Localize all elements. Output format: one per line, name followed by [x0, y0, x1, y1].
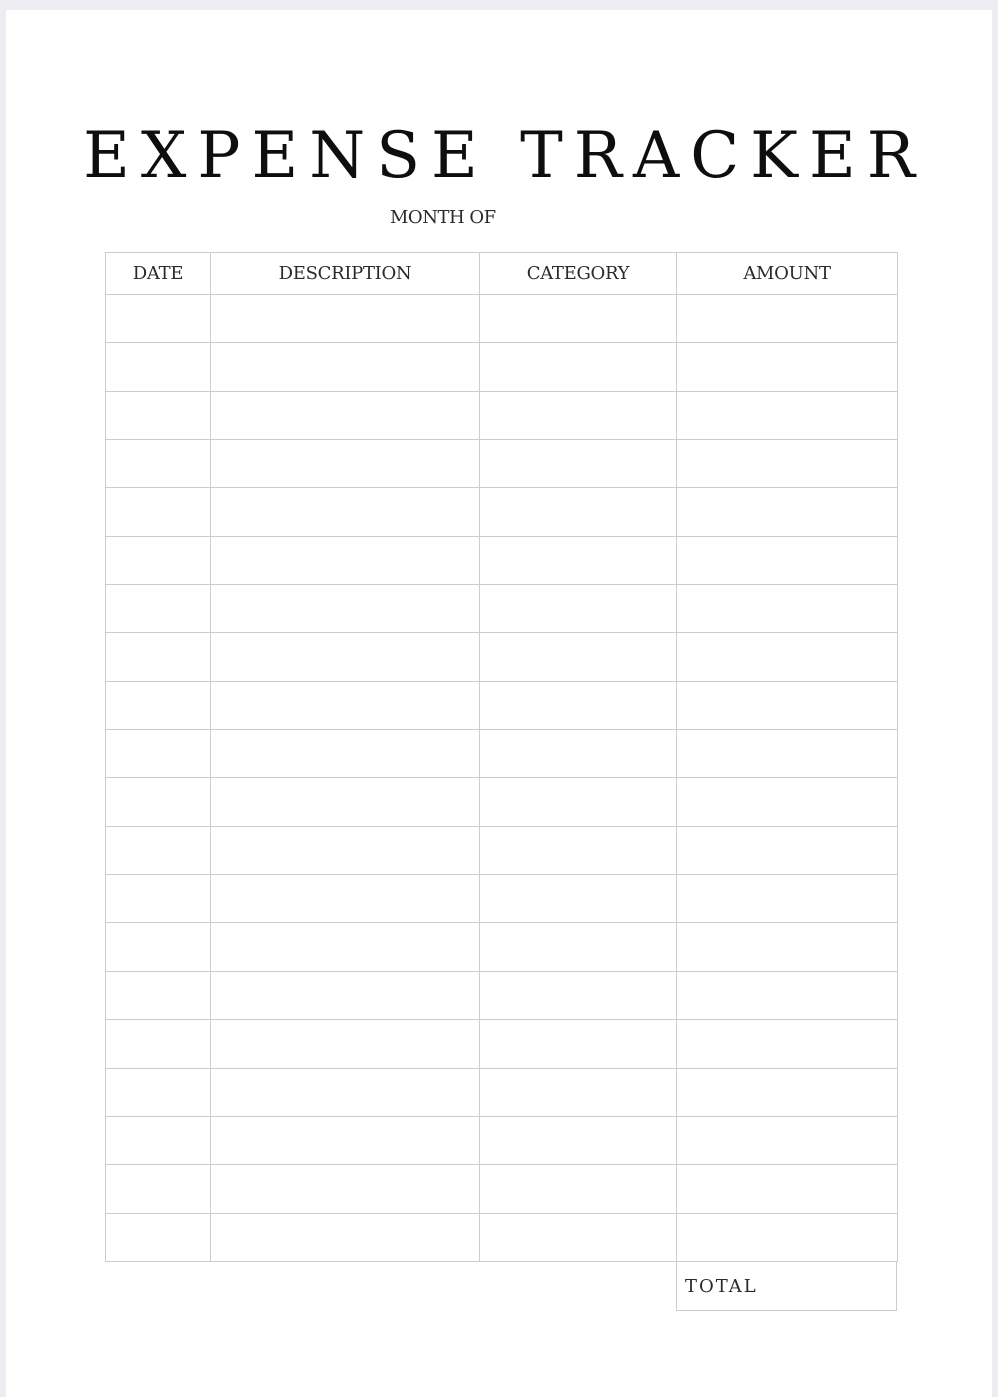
cell-amount[interactable] — [677, 923, 898, 971]
month-of-label: MONTH OF — [390, 207, 496, 228]
table-row — [106, 681, 898, 729]
cell-category[interactable] — [480, 295, 677, 343]
column-header-amount: AMOUNT — [677, 253, 898, 295]
table-row — [106, 730, 898, 778]
cell-date[interactable] — [106, 875, 211, 923]
cell-date[interactable] — [106, 391, 211, 439]
table-row — [106, 1068, 898, 1116]
cell-date[interactable] — [106, 1116, 211, 1164]
cell-amount[interactable] — [677, 488, 898, 536]
table-row — [106, 295, 898, 343]
table-row — [106, 585, 898, 633]
cell-date[interactable] — [106, 295, 211, 343]
cell-amount[interactable] — [677, 585, 898, 633]
cell-date[interactable] — [106, 633, 211, 681]
table-row — [106, 778, 898, 826]
cell-description[interactable] — [211, 971, 480, 1019]
table-row — [106, 488, 898, 536]
table-row — [106, 923, 898, 971]
cell-date[interactable] — [106, 536, 211, 584]
cell-amount[interactable] — [677, 536, 898, 584]
cell-date[interactable] — [106, 923, 211, 971]
cell-description[interactable] — [211, 1116, 480, 1164]
cell-date[interactable] — [106, 971, 211, 1019]
cell-amount[interactable] — [677, 1213, 898, 1261]
cell-description[interactable] — [211, 681, 480, 729]
table-row — [106, 391, 898, 439]
table-row — [106, 1165, 898, 1213]
table-row — [106, 343, 898, 391]
cell-description[interactable] — [211, 778, 480, 826]
cell-description[interactable] — [211, 923, 480, 971]
cell-date[interactable] — [106, 488, 211, 536]
cell-category[interactable] — [480, 778, 677, 826]
cell-amount[interactable] — [677, 440, 898, 488]
cell-date[interactable] — [106, 1068, 211, 1116]
table-row — [106, 1020, 898, 1068]
cell-description[interactable] — [211, 730, 480, 778]
cell-date[interactable] — [106, 778, 211, 826]
table-row — [106, 633, 898, 681]
cell-category[interactable] — [480, 681, 677, 729]
table-header-row — [106, 253, 898, 295]
column-header-category: CATEGORY — [480, 253, 677, 295]
cell-category[interactable] — [480, 730, 677, 778]
cell-amount[interactable] — [677, 1020, 898, 1068]
total-label: TOTAL — [685, 1276, 758, 1297]
cell-date[interactable] — [106, 730, 211, 778]
cell-category[interactable] — [480, 971, 677, 1019]
cell-date[interactable] — [106, 343, 211, 391]
cell-amount[interactable] — [677, 1165, 898, 1213]
table-row — [106, 875, 898, 923]
cell-description[interactable] — [211, 875, 480, 923]
cell-category[interactable] — [480, 875, 677, 923]
cell-category[interactable] — [480, 488, 677, 536]
cell-description[interactable] — [211, 440, 480, 488]
cell-amount[interactable] — [677, 1116, 898, 1164]
cell-amount[interactable] — [677, 875, 898, 923]
cell-date[interactable] — [106, 1165, 211, 1213]
cell-amount[interactable] — [677, 343, 898, 391]
cell-category[interactable] — [480, 826, 677, 874]
cell-description[interactable] — [211, 1020, 480, 1068]
cell-description[interactable] — [211, 488, 480, 536]
table-body — [106, 295, 898, 1262]
total-box — [676, 1262, 897, 1311]
cell-category[interactable] — [480, 585, 677, 633]
cell-description[interactable] — [211, 1165, 480, 1213]
cell-category[interactable] — [480, 391, 677, 439]
cell-amount[interactable] — [677, 391, 898, 439]
cell-description[interactable] — [211, 536, 480, 584]
cell-category[interactable] — [480, 1116, 677, 1164]
cell-date[interactable] — [106, 1213, 211, 1261]
cell-category[interactable] — [480, 1213, 677, 1261]
table-row — [106, 826, 898, 874]
cell-description[interactable] — [211, 585, 480, 633]
cell-description[interactable] — [211, 633, 480, 681]
table-row — [106, 1213, 898, 1261]
cell-description[interactable] — [211, 1213, 480, 1261]
cell-date[interactable] — [106, 826, 211, 874]
cell-category[interactable] — [480, 343, 677, 391]
cell-category[interactable] — [480, 1020, 677, 1068]
expense-table — [105, 252, 898, 1262]
cell-date[interactable] — [106, 681, 211, 729]
column-header-date: DATE — [106, 253, 211, 295]
cell-amount[interactable] — [677, 971, 898, 1019]
cell-category[interactable] — [480, 633, 677, 681]
cell-amount[interactable] — [677, 295, 898, 343]
cell-description[interactable] — [211, 1068, 480, 1116]
cell-description[interactable] — [211, 826, 480, 874]
table-row — [106, 1116, 898, 1164]
cell-date[interactable] — [106, 1020, 211, 1068]
table-row — [106, 971, 898, 1019]
table-row — [106, 536, 898, 584]
cell-date[interactable] — [106, 585, 211, 633]
cell-amount[interactable] — [677, 826, 898, 874]
cell-amount[interactable] — [677, 633, 898, 681]
table-row — [106, 440, 898, 488]
cell-amount[interactable] — [677, 730, 898, 778]
cell-description[interactable] — [211, 391, 480, 439]
page-title: EXPENSE TRACKER — [83, 119, 926, 193]
column-header-description: DESCRIPTION — [211, 253, 480, 295]
cell-category[interactable] — [480, 923, 677, 971]
cell-category[interactable] — [480, 1165, 677, 1213]
cell-description[interactable] — [211, 343, 480, 391]
cell-category[interactable] — [480, 440, 677, 488]
cell-date[interactable] — [106, 440, 211, 488]
cell-category[interactable] — [480, 1068, 677, 1116]
cell-amount[interactable] — [677, 681, 898, 729]
cell-amount[interactable] — [677, 1068, 898, 1116]
cell-description[interactable] — [211, 295, 480, 343]
cell-category[interactable] — [480, 536, 677, 584]
cell-amount[interactable] — [677, 778, 898, 826]
